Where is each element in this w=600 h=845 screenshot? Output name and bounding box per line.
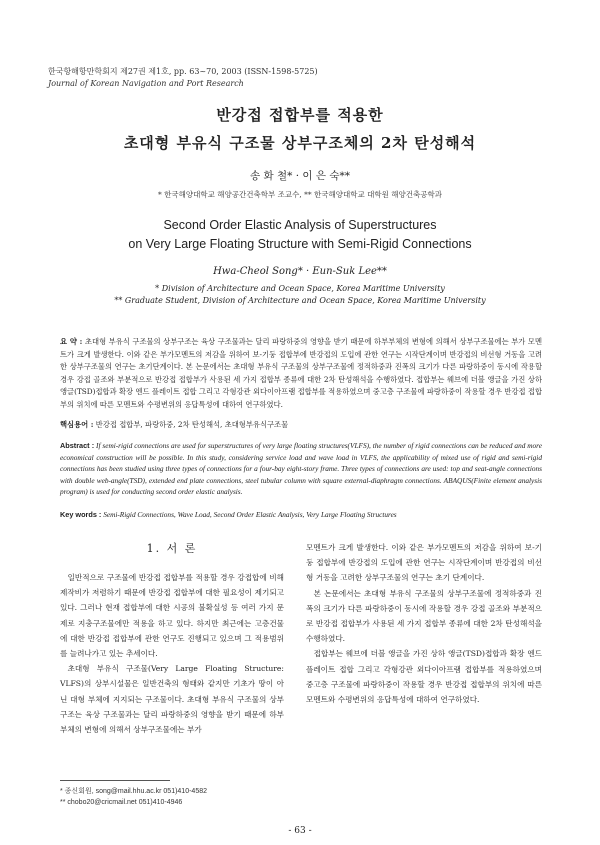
body-column-right	[306, 540, 542, 707]
body-paragraph: 접합부는 웨브에 더블 앵글을 가진 상하 앵글(TSD)접합과 확장 엔드 플레이트 접합 그리고 각형강관 외다이아프램 접합부를 적용하였으며 중고층 구조물에 파랑하중이 작용할 경우 반강접 접합부의 위치에 따른 모멘트와 수평변위의 응답특성에 대하여 연구하였다.	[306, 649, 542, 705]
keywords-ko	[60, 420, 542, 430]
body-paragraph: 모멘트가 크게 발생한다. 이와 같은 부가모멘트의 저감을 위하여 보-기둥 접합부에 반강접의 도입에 관한 연구는 시작단계이며 반강접의 비선형 거동을 고려한 상부구조물의 연구는 초기 단계이다.	[306, 543, 542, 583]
authors-en: Hwa-Cheol Song* · Eun-Suk Lee**	[213, 266, 387, 277]
body-paragraph: 일반적으로 구조물에 반강접 접합부를 적용할 경우 강접합에 비해 제작비가 저렴하기 때문에 반강접 접합부에 대한 필요성이 제기되고 있다. 그러나 현재 접합부에 대한 시공의 불확실성 등 여러 가지 문제로 지충구조물에만 적용을 하고 있다. 하지만 최근에는 고층건물에 대한 반강접 접합부에 관한 연구도 진행되고 있으며 그 적용범위를 늘려나가고 있는 추세이다.	[60, 573, 284, 659]
title-ko-line1: 반강접 접합부를 적용한	[216, 106, 384, 124]
keywords-ko-text: 반강접 접합부, 파랑하중, 2차 탄성해석, 초대형부유식구조물	[95, 420, 289, 429]
title-ko-line2: 초대형 부유식 구조물 상부구조체의 2차 탄성해석	[123, 134, 477, 152]
page-number: - 63 -	[288, 826, 312, 836]
authors-ko: 송 화 철* · 이 은 숙**	[250, 170, 350, 182]
body-column-left	[60, 570, 284, 737]
title-en-line1: Second Order Elastic Analysis of Superstructures	[163, 218, 437, 232]
affiliation-en-line2: ** Graduate Student, Division of Architecture and Ocean Space, Korea Maritime University	[114, 296, 486, 305]
affiliation-en-line1: * Division of Architecture and Ocean Space, Korea Maritime University	[155, 284, 445, 293]
abstract-en-text: If semi-rigid connections are used for superstructures of very large floating structures(VLFS), the number of rigid connections can be reduced and more economical construction will be possible. In this study, considering service load and wave load in VLFS, the applicability of mixed use of rigid and semi-rigid connections has been studied using three types of connections for a four-bay eight-story frame. Three types of connections are used: top and seat-angle connections with double web-angle(TSD), extended end plate connections, steel tubular column with square external-diaphragm connections. ABAQUS(Finite element analysis program) is used for conducting second order elastic analysis.	[60, 441, 542, 497]
affiliation-ko: * 한국해양대학교 해양공간건축학부 조교수, ** 한국해양대학교 대학원 해양건축공학과	[158, 190, 442, 199]
body-paragraph: 본 논문에서는 초대형 부유식 구조물의 상부구조물에 정적하중과 진폭의 크기가 다른 파랑하중이 동시에 작용할 경우 강접 골조와 부분적으로 반강접 접합부가 사용된 세 가지 접합부 종류에 대한 2차 탄성해석을 수행하였다.	[306, 588, 542, 644]
abstract-ko-label: 요 약 :	[60, 337, 83, 346]
body-paragraph: 초대형 부유식 구조물(Very Large Floating Structure: VLFS)의 상부시설물은 일반건축의 형태와 같지만 기초가 땅이 아닌 대형 부체에 지지되는 구조물이다. 초대형 부유식 구조물의 상부구조는 육상 구조물과는 달리 파랑하중의 영향을 받기 때문에 하부부체의 변형에 의해서 상부구조물에는 부가	[60, 664, 284, 735]
journal-citation: 한국항해항만학회지 제27권 제1호, pp. 63~70, 2003 (ISSN-1598-5725)	[48, 67, 318, 76]
keywords-en-text: Semi-Rigid Connections, Wave Load, Second Order Elastic Analysis, Very Large Floating Structures	[103, 510, 397, 519]
footnote-2: ** chobo20@cricmail.net 051)410-4946	[60, 799, 183, 806]
footnote-1: * 종신회원, song@mail.hhu.ac.kr 051)410-4582	[60, 788, 208, 795]
journal-header	[48, 66, 318, 90]
section-heading: 1. 서 론	[146, 542, 198, 555]
abstract-ko-text: 초대형 부유식 구조물의 상부구조는 육상 구조물과는 달리 파랑하중의 영향을 받기 때문에 하부부체의 변형에 의해서 상부구조물에는 부가 모멘트가 크게 발생한다. 이와 같은 부가모멘트의 저감을 위하여 보-기둥 접합부에 반강접의 도입에 관한 연구는 시작단계이며 반강접의 비선형 거동을 고려한 상부구조물의 연구는 초기단계이다. 본 논문에서는 초대형 부유식 구조물의 상부구조물에 정적하중과 진폭의 크기가 다른 파랑하중이 동시에 작용할 경우 강접 골조와 부분적으로 반강접 접합부가 사용된 세 가지 접합부 종류에 대한 2차 탄성해석을 수행하였다. 접합부는 웨브에 더블 앵글을 가진 상하 앵글(TSD)접합과 확장 엔드 플레이트 접합 그리고 각형강관 외다이아프램 접합부를 적용하였으며 중고층 구조물에 파랑하중이 작용할 경우 반강접 접합부의 위치에 따른 모멘트와 수평변위의 응답특성에 대하여 연구하였다.	[60, 337, 542, 409]
footnote-divider	[60, 780, 170, 781]
abstract-ko	[60, 336, 542, 412]
keywords-en-label: Key words :	[60, 510, 102, 519]
keywords-en	[60, 510, 542, 519]
abstract-en	[60, 440, 542, 498]
keywords-ko-label: 핵심용어 :	[60, 420, 94, 429]
title-en-line2: on Very Large Floating Structure with Semi-Rigid Connections	[128, 237, 472, 251]
journal-name: Journal of Korean Navigation and Port Research	[48, 79, 244, 88]
abstract-en-label: Abstract :	[60, 441, 95, 450]
